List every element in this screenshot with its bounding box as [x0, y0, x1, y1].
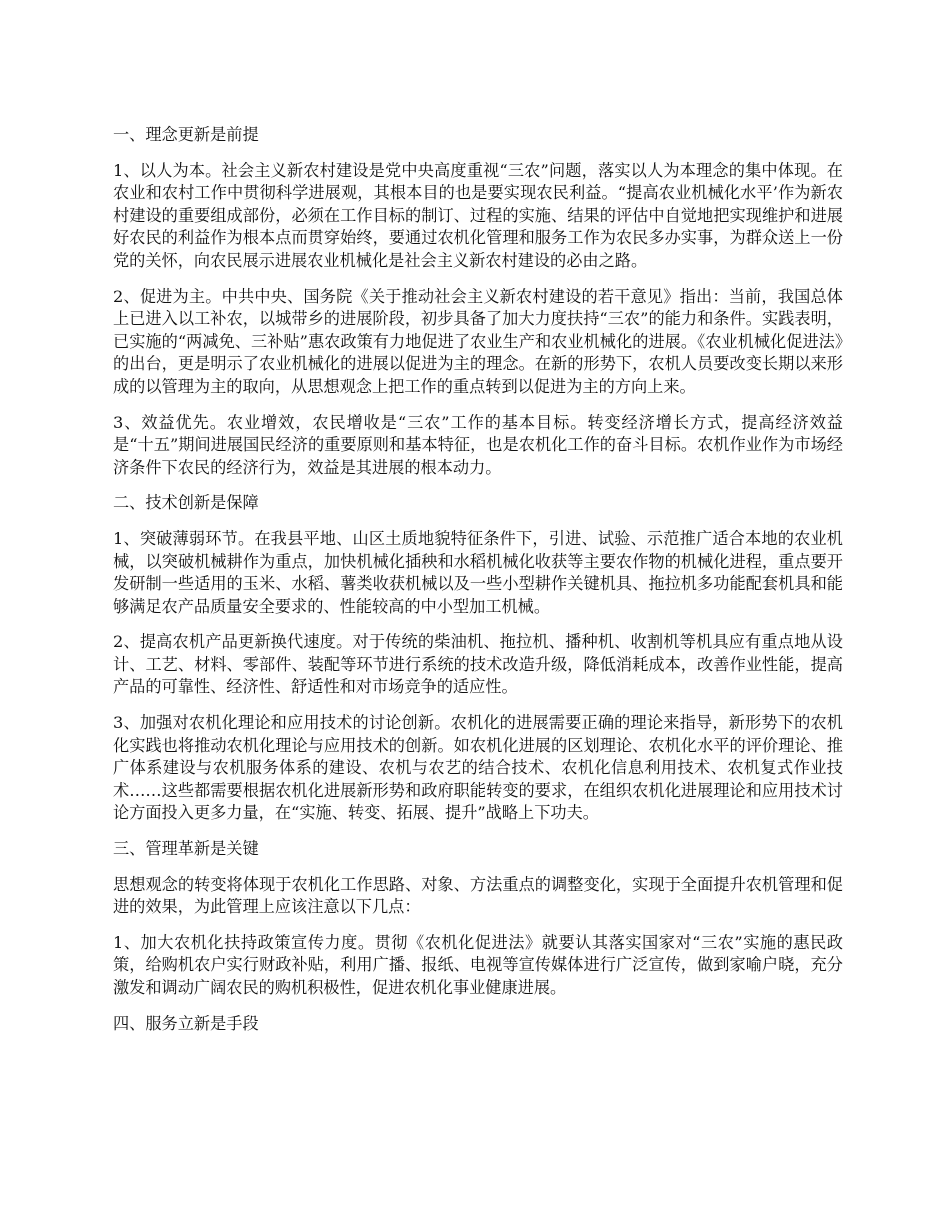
- section-heading-4: 四、服务立新是手段: [113, 1013, 259, 1033]
- paragraph: 思想观念的转变将体现于农机化工作思路、对象、方法重点的调整变化，实现于全面提升农机管理和促进的效果，为此管理上应该注意以下几点：: [113, 874, 843, 917]
- paragraph: 1、以人为本。社会主义新农村建设是党中央高度重视“三农”问题，落实以人为本理念的集中体现。在农业和农村工作中贯彻科学进展观，其根本目的也是要实现农民利益。“提高农业机械化水平’作为新农村建设的重要组成部份，必须在工作目标的制订、过程的实施、结果的评估中自觉地把实现维护和进展好农民的利益作为根本点而贯穿始终，要通过农机化管理和服务工作为农民多办实事，为群众送上一份党的关怀，向农民展示进展农业机械化是社会主义新农村建设的必由之路。: [113, 160, 843, 270]
- document-body: [113, 124, 843, 1048]
- paragraph: 2、提高农机产品更新换代速度。对于传统的柴油机、拖拉机、播种机、收割机等机具应有重点地从设计、工艺、材料、零部件、装配等环节进行系统的技术改造升级，降低消耗成本，改善作业性能，提高产品的可靠性、经济性、舒适性和对市场竞争的适应性。: [113, 632, 843, 697]
- paragraph: 1、加大农机化扶持政策宣传力度。贯彻《农机化促进法》就要认其落实国家对“三农”实施的惠民政策，给购机农户实行财政补贴，利用广播、报纸、电视等宣传媒体进行广泛宣传，做到家喻户晓，充分激发和调动广阔农民的购机积极性，促进农机化事业健康进展。: [113, 932, 843, 997]
- paragraph: 3、效益优先。农业增效，农民增收是“三农”工作的基本目标。转变经济增长方式，提高经济效益是“十五”期间进展国民经济的重要原则和基本特征，也是农机化工作的奋斗目标。农机作业作为市场经济条件下农民的经济行为，效益是其进展的根本动力。: [113, 412, 843, 477]
- section-heading-3: 三、管理革新是关键: [113, 839, 259, 859]
- paragraph: 3、加强对农机化理论和应用技术的讨论创新。农机化的进展需要正确的理论来指导，新形势下的农机化实践也将推动农机化理论与应用技术的创新。如农机化进展的区划理论、农机化水平的评价理论、推广体系建设与农机服务体系的建设、农机与农艺的结合技术、农机化信息利用技术、农机复式作业技术……这些都需要根据农机化进展新形势和政府职能转变的要求，在组织农机化进展理论和应用技术讨论方面投入更多力量，在“实施、转变、拓展、提升”战略上下功夫。: [113, 713, 843, 823]
- section-heading-1: 一、理念更新是前提: [113, 125, 259, 144]
- section-heading-2: 二、技术创新是保障: [113, 493, 259, 513]
- paragraph: 2、促进为主。中共中央、国务院《关于推动社会主义新农村建设的若干意见》指出：当前，我国总体上已进入以工补农，以城带乡的进展阶段，初步具备了加大力度扶持“三农”的能力和条件。实践表明，已实施的“两减免、三补贴”惠农政策有力地促进了农业生产和农业机械化的进展。《农业机械化促进法》的出台，更是明示了农业机械化的进展以促进为主的理念。在新的形势下，农机人员要改变长期以来形成的以管理为主的取向，从思想观念上把工作的重点转到以促进为主的方向上来。: [113, 286, 843, 396]
- paragraph: 1、突破薄弱环节。在我县平地、山区土质地貌特征条件下，引进、试验、示范推广适合本地的农业机械，以突破机械耕作为重点，加快机械化插秧和水稻机械化收获等主要农作物的机械化进程，重点要开发研制一些适用的玉米、水稻、薯类收获机械以及一些小型耕作关键机具、拖拉机多功能配套机具和能够满足农产品质量安全要求的、性能较高的中小型加工机械。: [113, 528, 843, 616]
